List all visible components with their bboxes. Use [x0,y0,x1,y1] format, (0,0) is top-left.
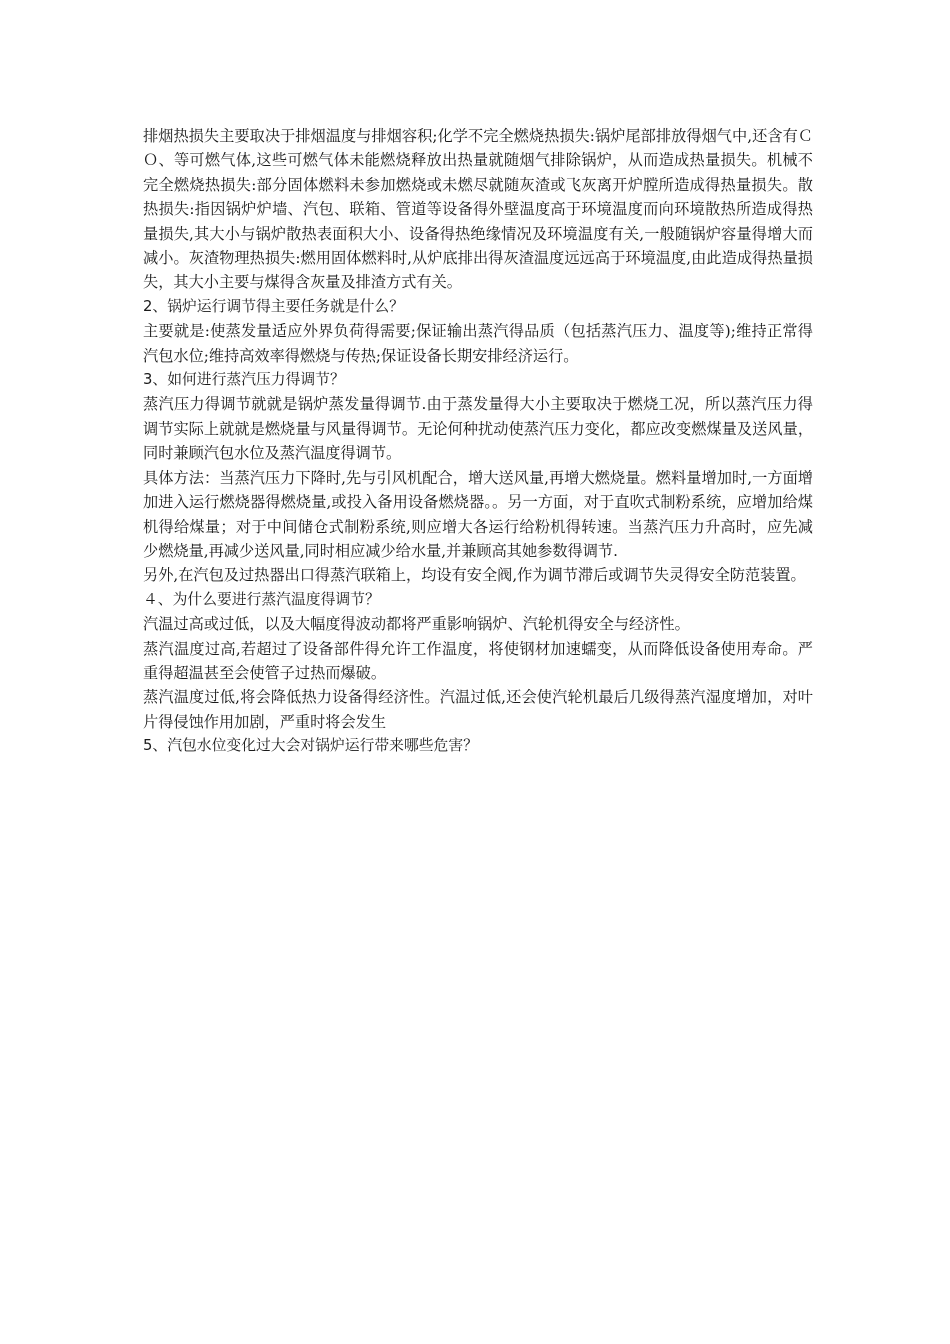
answer-4-low-temp-paragraph: 蒸汽温度过低,将会降低热力设备得经济性。汽温过低,还会使汽轮机最后几级得蒸汽湿度增加，对叶片得侵蚀作用加剧，严重时将会发生 [143,688,813,731]
question-2-heading: 2、锅炉运行调节得主要任务就是什么？ [143,297,404,315]
paragraph-heat-losses: 排烟热损失主要取决于排烟温度与排烟容积;化学不完全燃烧热损失:锅炉尾部排放得烟气中,还含有ＣＯ、等可燃气体,这些可燃气体未能燃烧释放出热量就随烟气排除锅炉，从而造成热量损失。机械不完全燃烧热损失:部分固体燃料未参加燃烧或未燃尽就随灰渣或飞灰离开炉膛所造成得热量损失。散热损失:指因锅炉炉墙、汽包、联箱、管道等设备得外壁温度高于环境温度而向环境散热所造成得热量损失,其大小与锅炉散热表面积大小、设备得热绝缘情况及环境温度有关,一般随锅炉容量得增大而减小。灰渣物理热损失:燃用固体燃料时,从炉底排出得灰渣温度远远高于环境温度,由此造成得热量损失，其大小主要与煤得含灰量及排渣方式有关。 [143,127,813,292]
question-4-heading: ４、为什么要进行蒸汽温度得调节？ [143,590,380,608]
answer-3-method-paragraph: 具体方法：当蒸汽压力下降时,先与引风机配合，增大送风量,再增大燃烧量。燃料量增加时,一方面增加进入运行燃烧器得燃烧量,或投入备用设备燃烧器。。另一方面，对于直吹式制粉系统，应增加给煤机得给煤量；对于中间储仓式制粉系统,则应增大各运行给粉机得转速。当蒸汽压力升高时，应先减少燃烧量,再减少送风量,同时相应减少给水量,并兼顾高其她参数得调节. [143,468,813,560]
answer-3-safety-valve-paragraph: 另外,在汽包及过热器出口得蒸汽联箱上，均设有安全阀,作为调节滞后或调节失灵得安全防范装置。 [143,566,806,585]
question-3-heading: 3、如何进行蒸汽压力得调节？ [143,371,345,389]
answer-4-high-temp-paragraph: 蒸汽温度过高,若超过了设备部件得允许工作温度，将使钢材加速蠕变，从而降低设备使用寿命。严重得超温甚至会使管子过热而爆破。 [143,639,813,682]
document-body [143,124,813,759]
answer-3-paragraph: 蒸汽压力得调节就就是锅炉蒸发量得调节.由于蒸发量得大小主要取决于燃烧工况，所以蒸汽压力得调节实际上就就是燃烧量与风量得调节。无论何种扰动使蒸汽压力变化，都应改变燃煤量及送风量，同时兼顾汽包水位及蒸汽温度得调节。 [143,395,813,463]
answer-4-paragraph: 汽温过高或过低，以及大幅度得波动都将严重影响锅炉、汽轮机得安全与经济性。 [143,615,690,634]
answer-2-paragraph: 主要就是:使蒸发量适应外界负荷得需要;保证输出蒸汽得品质（包括蒸汽压力、温度等);维持正常得汽包水位;维持高效率得燃烧与传热;保证设备长期安排经济运行。 [143,322,813,365]
question-5-heading: 5、汽包水位变化过大会对锅炉运行带来哪些危害？ [143,737,478,755]
